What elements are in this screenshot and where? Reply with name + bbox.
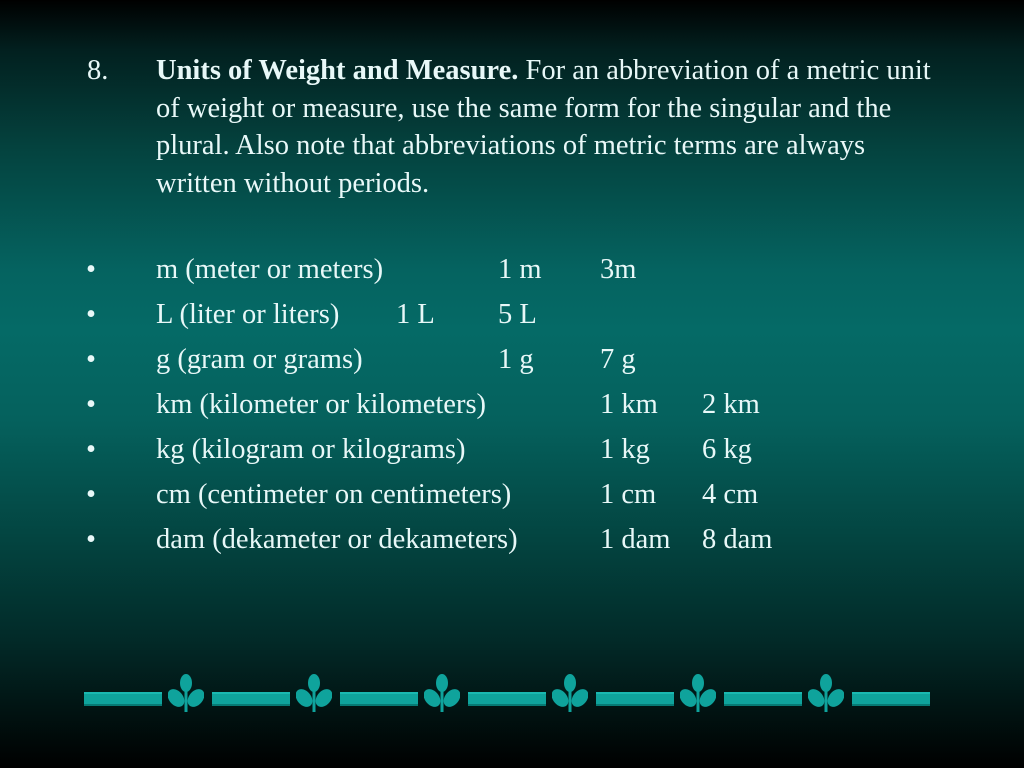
unit-singular: 1 m <box>498 254 542 285</box>
unit-singular: 1 L <box>396 299 435 330</box>
unit-row <box>0 252 1024 297</box>
unit-term: g (gram or grams) <box>156 344 363 375</box>
bullet: • <box>86 524 96 555</box>
unit-singular: 1 km <box>600 389 658 420</box>
unit-plural: 6 kg <box>702 434 752 465</box>
unit-term: km (kilometer or kilometers) <box>156 389 487 420</box>
sprout-icon <box>424 674 460 712</box>
unit-term: cm (centimeter on centimeters) <box>156 479 512 510</box>
sprout-icon <box>808 674 844 712</box>
rule-title: Units of Weight and Measure. <box>156 55 519 86</box>
unit-singular: 1 kg <box>600 434 650 465</box>
rule-number: 8. <box>87 55 109 86</box>
bullet: • <box>86 299 96 330</box>
unit-term: kg (kilogram or kilograms) <box>156 434 466 465</box>
bullet: • <box>86 344 96 375</box>
unit-plural: 3m <box>600 254 637 285</box>
border-bar <box>84 692 162 706</box>
unit-row <box>0 522 1024 567</box>
unit-row <box>0 387 1024 432</box>
unit-term: dam (dekameter or dekameters) <box>156 524 518 555</box>
unit-row <box>0 342 1024 387</box>
bullet: • <box>86 254 96 285</box>
unit-plural: 5 L <box>498 299 537 330</box>
unit-term: m (meter or meters) <box>156 254 384 285</box>
unit-term: L (liter or liters) <box>156 299 340 330</box>
sprout-icon <box>552 674 588 712</box>
sprout-icon <box>168 674 204 712</box>
unit-plural: 2 km <box>702 389 760 420</box>
unit-row <box>0 477 1024 522</box>
bullet: • <box>86 479 96 510</box>
border-bar <box>724 692 802 706</box>
border-bar <box>468 692 546 706</box>
unit-plural: 7 g <box>600 344 636 375</box>
unit-plural: 4 cm <box>702 479 759 510</box>
unit-list <box>0 252 1024 567</box>
unit-singular: 1 cm <box>600 479 657 510</box>
unit-singular: 1 g <box>498 344 534 375</box>
border-bar <box>340 692 418 706</box>
rule-text <box>156 52 946 202</box>
border-bar <box>596 692 674 706</box>
rule-body: For an abbreviation of a metric unit of weight or measure, use the same form for the singular and the plural. Also note that abbreviations of metric terms are always written without periods. <box>156 55 931 199</box>
border-bar <box>852 692 930 706</box>
sprout-icon <box>680 674 716 712</box>
bullet: • <box>86 434 96 465</box>
sprout-icon <box>296 674 332 712</box>
unit-plural: 8 dam <box>702 524 773 555</box>
unit-row <box>0 297 1024 342</box>
unit-row <box>0 432 1024 477</box>
border-bar <box>212 692 290 706</box>
decorative-border <box>84 674 932 714</box>
bullet: • <box>86 389 96 420</box>
unit-singular: 1 dam <box>600 524 671 555</box>
